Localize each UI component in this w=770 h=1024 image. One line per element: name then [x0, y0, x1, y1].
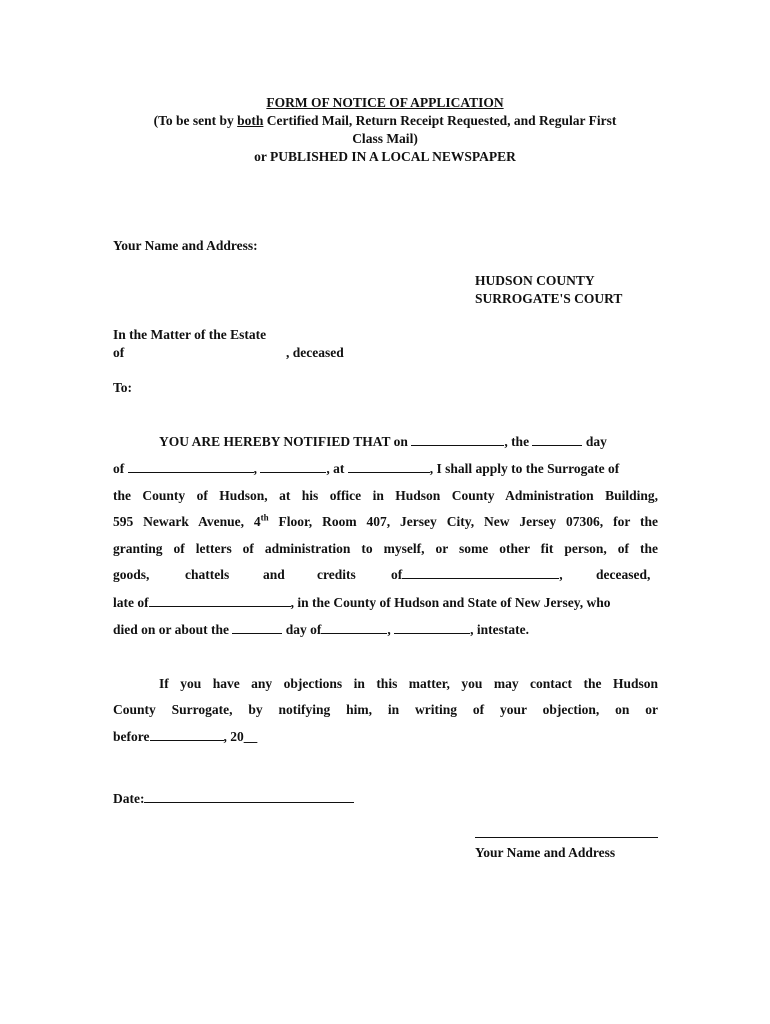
deceased-word: deceased,	[596, 567, 651, 582]
year-blank[interactable]	[260, 461, 326, 473]
to-label: To:	[113, 380, 133, 395]
notice-line-5: granting of letters of administration to myself, or some other fit person, of the	[113, 541, 658, 556]
notice-line-7	[113, 595, 611, 611]
subtitle-both: both	[237, 113, 264, 128]
subtitle-pre: (To be sent by	[153, 113, 238, 128]
late-of-blank[interactable]	[149, 595, 291, 607]
day-blank[interactable]	[532, 434, 582, 446]
death-day-blank[interactable]	[232, 622, 282, 634]
notice-text: day	[582, 434, 607, 449]
notice-text: , 20	[223, 729, 244, 744]
form-subtitle-line-3: or PUBLISHED IN A LOCAL NEWSPAPER	[254, 149, 516, 164]
deceased-label: , deceased	[286, 345, 344, 360]
notice-line-8	[113, 622, 529, 638]
your-name-address-label: Your Name and Address:	[113, 238, 258, 253]
notice-text: ,	[559, 567, 563, 582]
notice-line-3: the County of Hudson, at his office in Hudson County Administration Building,	[113, 488, 658, 503]
objection-line-2: County Surrogate, by notifying him, in writing of your objection, on or	[113, 702, 658, 717]
notice-line-2	[113, 461, 619, 477]
form-title: FORM OF NOTICE OF APPLICATION	[266, 95, 504, 110]
death-year-blank[interactable]	[394, 622, 470, 634]
notice-text: before	[113, 729, 150, 744]
date-field-blank[interactable]	[144, 791, 354, 803]
date-blank[interactable]	[411, 434, 504, 446]
signature-label: Your Name and Address	[475, 845, 616, 860]
and-word: and	[263, 567, 285, 582]
notice-text: ,	[253, 461, 261, 476]
date-line	[113, 791, 354, 807]
form-subtitle-line	[0, 113, 770, 129]
notice-line-4	[113, 514, 658, 530]
date-label: Date:	[113, 791, 145, 806]
month-blank[interactable]	[128, 461, 254, 473]
signature-line[interactable]	[475, 837, 658, 838]
notice-line-1	[159, 434, 607, 450]
form-subtitle-line-2: Class Mail)	[352, 131, 418, 146]
notice-text: , I shall apply to the Surrogate of	[429, 461, 620, 476]
decedent-name-blank[interactable]	[402, 567, 559, 579]
notice-text: 595 Newark Avenue, 4	[113, 514, 261, 529]
notice-text: died on or about the	[113, 622, 233, 637]
credits-word: credits	[317, 567, 356, 582]
notice-text: , at	[326, 461, 348, 476]
notice-text: of	[391, 567, 403, 582]
subtitle-post: Certified Mail, Return Receipt Requested, and Regular First	[263, 113, 617, 128]
court-name-line-2: SURROGATE'S COURT	[475, 291, 623, 306]
notice-text: day of	[282, 622, 322, 637]
notice-text: , intestate.	[470, 622, 530, 637]
before-date-blank[interactable]	[150, 729, 224, 741]
notice-text: Floor, Room 407, Jersey City, New Jersey 07306, for the	[268, 514, 658, 529]
notice-text: of	[113, 461, 128, 476]
notice-text: YOU ARE HEREBY NOTIFIED THAT on	[159, 434, 412, 449]
notice-text: ,	[387, 622, 395, 637]
chattels-word: chattels	[185, 567, 230, 582]
notice-text: , in the County of Hudson and State of New Jersey, who	[290, 595, 611, 610]
court-name-line-1: HUDSON COUNTY	[475, 273, 595, 288]
death-month-blank[interactable]	[321, 622, 387, 634]
notice-text: , the	[504, 434, 533, 449]
year-suffix-blank[interactable]: __	[243, 729, 258, 744]
time-blank[interactable]	[348, 461, 430, 473]
objection-line-1: If you have any objections in this matter, you may contact the Hudson	[159, 676, 658, 691]
goods-word: goods,	[113, 567, 150, 582]
estate-of-label: of	[113, 345, 125, 360]
ordinal-suffix: th	[260, 512, 269, 523]
objection-line-3	[113, 729, 257, 745]
of-word	[391, 567, 563, 583]
notice-text: late of	[113, 595, 149, 610]
estate-matter-label: In the Matter of the Estate	[113, 327, 267, 342]
